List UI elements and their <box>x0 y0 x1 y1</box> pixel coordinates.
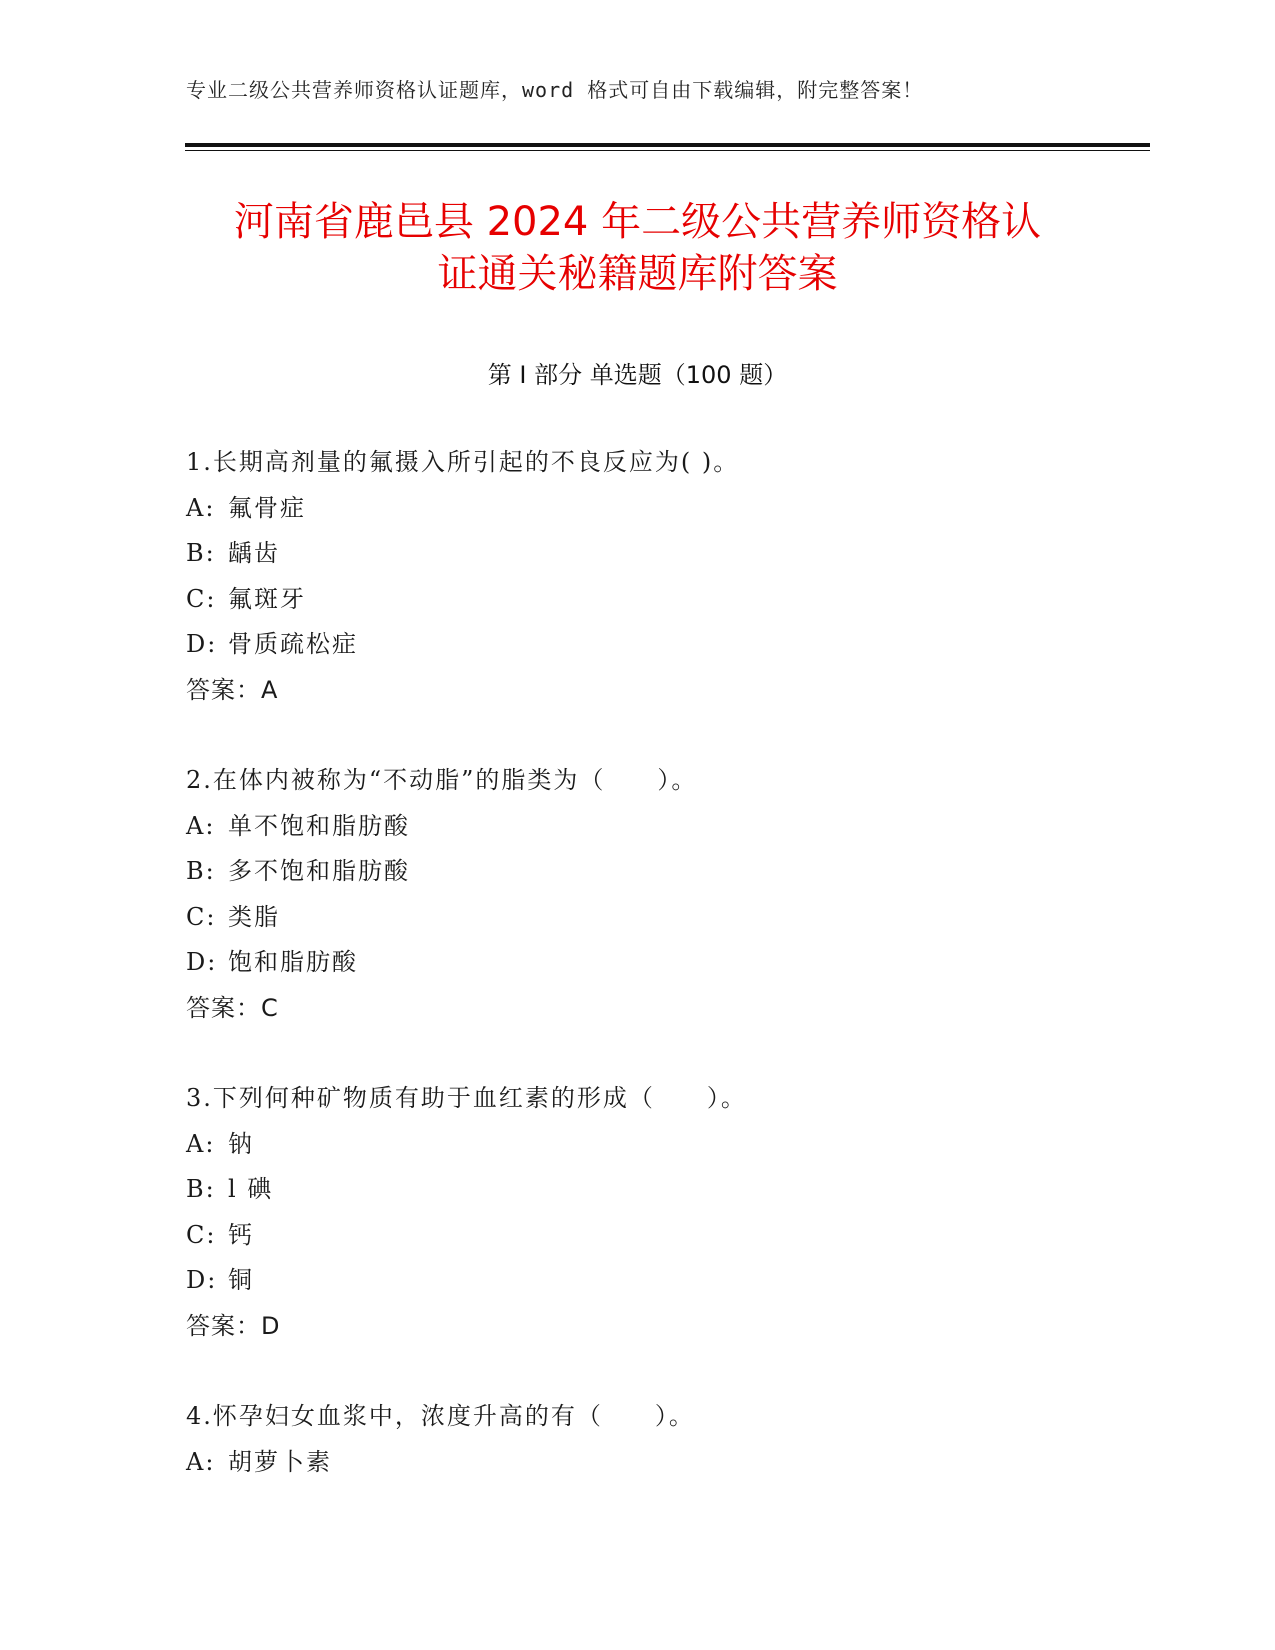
option-key: B: <box>186 1175 216 1203</box>
document-title <box>170 196 1105 300</box>
option-key: D: <box>186 630 218 658</box>
option-text: 氟斑牙 <box>228 584 306 613</box>
section-title: 第 I 部分 单选题（100 题） <box>487 361 788 389</box>
question-item <box>186 758 1146 1031</box>
question-stem: 4.怀孕妇女血浆中，浓度升高的有（ ）。 <box>186 1402 695 1430</box>
option-key: A: <box>186 1447 216 1476</box>
option-c <box>186 577 1146 623</box>
question-stem: 2.在体内被称为“不动脂”的脂类为（ ）。 <box>186 766 698 794</box>
header-rule-thin <box>185 150 1150 151</box>
document-title-line-1: 河南省鹿邑县 2024 年二级公共营养师资格认 <box>233 199 1042 245</box>
option-text: 多不饱和脂肪酸 <box>228 857 410 885</box>
option-key: C: <box>186 584 217 613</box>
option-key: A: <box>186 1129 216 1158</box>
option-text: l 碘 <box>228 1175 274 1203</box>
option-c <box>186 1213 1146 1259</box>
option-text: 铜 <box>228 1266 254 1294</box>
option-key: C: <box>186 902 217 931</box>
answer-line: 答案：D <box>186 1311 281 1340</box>
header-note: 专业二级公共营养师资格认证题库，word 格式可自由下载编辑，附完整答案！ <box>186 78 924 102</box>
option-b <box>186 531 1146 577</box>
question-stem: 3.下列何种矿物质有助于血红素的形成（ ）。 <box>186 1084 747 1112</box>
option-a <box>186 804 1146 850</box>
option-key: D: <box>186 1266 218 1294</box>
answer-line: 答案：C <box>186 993 279 1022</box>
question-item <box>186 440 1146 713</box>
option-text: 龋齿 <box>228 539 280 567</box>
option-key: A: <box>186 493 216 522</box>
option-key: D: <box>186 948 218 976</box>
option-text: 骨质疏松症 <box>228 630 358 658</box>
question-list <box>186 440 1146 1530</box>
option-a <box>186 1440 1146 1486</box>
option-key: B: <box>186 539 216 567</box>
document-title-line-2: 证通关秘籍题库附答案 <box>437 251 838 297</box>
option-key: B: <box>186 857 216 885</box>
question-item <box>186 1076 1146 1349</box>
question-item <box>186 1394 1146 1485</box>
answer-line: 答案：A <box>186 675 279 704</box>
option-b <box>186 849 1146 895</box>
option-text: 类脂 <box>228 902 280 931</box>
option-b <box>186 1167 1146 1213</box>
option-d <box>186 940 1146 986</box>
option-a <box>186 1122 1146 1168</box>
option-text: 氟骨症 <box>228 493 306 522</box>
option-c <box>186 895 1146 941</box>
option-key: A: <box>186 811 216 840</box>
question-stem: 1.长期高剂量的氟摄入所引起的不良反应为( )。 <box>186 448 740 476</box>
option-text: 钠 <box>228 1129 254 1158</box>
option-key: C: <box>186 1220 217 1249</box>
option-d <box>186 1258 1146 1304</box>
option-a <box>186 486 1146 532</box>
option-d <box>186 622 1146 668</box>
option-text: 单不饱和脂肪酸 <box>228 811 410 840</box>
option-text: 钙 <box>228 1220 254 1249</box>
option-text: 胡萝卜素 <box>228 1447 332 1476</box>
option-text: 饱和脂肪酸 <box>228 948 358 976</box>
header-rule-thick <box>185 143 1150 147</box>
